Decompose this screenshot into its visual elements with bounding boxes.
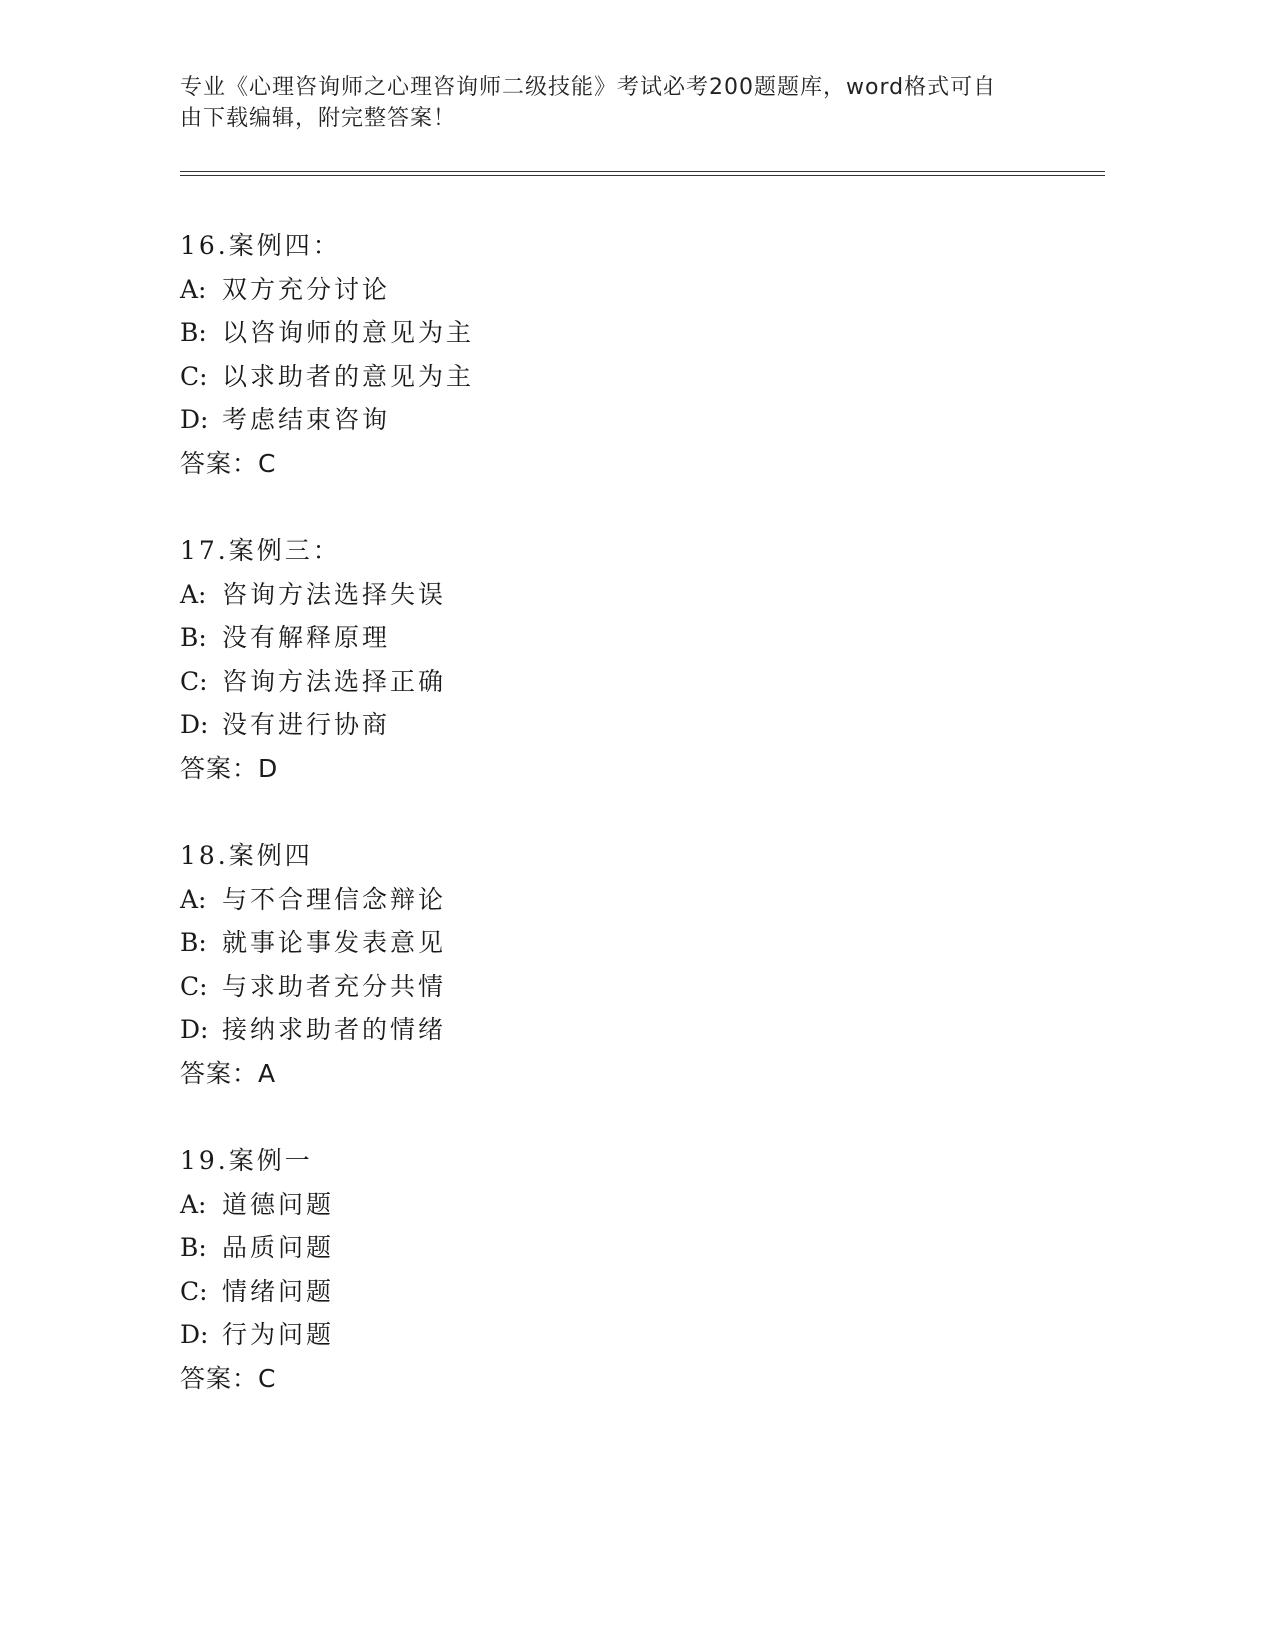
option-a bbox=[180, 1183, 1080, 1227]
option-d bbox=[180, 703, 1080, 747]
question-title: 16.案例四： bbox=[180, 231, 341, 260]
question-title: 19.案例一 bbox=[180, 1146, 313, 1175]
header-line-1: 专业《心理咨询师之心理咨询师二级技能》考试必考200题题库，word格式可自 bbox=[180, 75, 997, 100]
option-letter: A: bbox=[180, 1189, 207, 1219]
option-letter: B: bbox=[180, 623, 207, 653]
option-letter: A: bbox=[180, 579, 207, 609]
header-line-2: 由下载编辑，附完整答案！ bbox=[180, 106, 457, 131]
option-b bbox=[180, 921, 1080, 965]
option-text: 以求助者的意见为主 bbox=[222, 361, 475, 391]
answer-line: 答案：D bbox=[180, 753, 279, 783]
option-c bbox=[180, 355, 1080, 399]
option-letter: B: bbox=[180, 1233, 207, 1263]
option-text: 品质问题 bbox=[222, 1233, 335, 1263]
document-header bbox=[180, 72, 1060, 134]
option-text: 道德问题 bbox=[222, 1189, 335, 1219]
option-letter: C: bbox=[180, 361, 208, 391]
option-a bbox=[180, 268, 1080, 312]
answer-line: 答案：C bbox=[180, 448, 277, 478]
option-c bbox=[180, 660, 1080, 704]
option-text: 咨询方法选择失误 bbox=[222, 579, 447, 609]
option-letter: B: bbox=[180, 928, 207, 958]
option-text: 双方充分讨论 bbox=[222, 274, 391, 304]
option-d bbox=[180, 1313, 1080, 1357]
option-text: 情绪问题 bbox=[222, 1276, 335, 1306]
answer-line: 答案：A bbox=[180, 1058, 277, 1088]
option-b bbox=[180, 311, 1080, 355]
option-letter: D: bbox=[180, 405, 209, 435]
answer-line: 答案：C bbox=[180, 1363, 277, 1393]
question-17 bbox=[180, 529, 1080, 791]
option-letter: D: bbox=[180, 1320, 209, 1350]
option-letter: D: bbox=[180, 1015, 209, 1045]
option-letter: A: bbox=[180, 884, 207, 914]
option-letter: B: bbox=[180, 318, 207, 348]
option-letter: C: bbox=[180, 1276, 208, 1306]
option-text: 以咨询师的意见为主 bbox=[222, 318, 475, 348]
option-b bbox=[180, 1226, 1080, 1270]
option-text: 就事论事发表意见 bbox=[222, 928, 447, 958]
question-16 bbox=[180, 224, 1080, 486]
option-text: 没有进行协商 bbox=[222, 710, 391, 740]
option-text: 考虑结束咨询 bbox=[222, 405, 391, 435]
question-18 bbox=[180, 834, 1080, 1096]
option-text: 没有解释原理 bbox=[222, 623, 391, 653]
question-title: 17.案例三： bbox=[180, 536, 341, 565]
option-text: 咨询方法选择正确 bbox=[222, 666, 447, 696]
option-c bbox=[180, 965, 1080, 1009]
option-d bbox=[180, 398, 1080, 442]
option-c bbox=[180, 1270, 1080, 1314]
option-d bbox=[180, 1008, 1080, 1052]
option-b bbox=[180, 616, 1080, 660]
option-text: 行为问题 bbox=[222, 1320, 335, 1350]
option-letter: D: bbox=[180, 710, 209, 740]
option-letter: C: bbox=[180, 666, 208, 696]
option-letter: A: bbox=[180, 274, 207, 304]
option-a bbox=[180, 878, 1080, 922]
header-divider-bottom bbox=[180, 175, 1105, 176]
option-a bbox=[180, 573, 1080, 617]
question-title: 18.案例四 bbox=[180, 841, 313, 870]
question-19 bbox=[180, 1139, 1080, 1401]
option-text: 接纳求助者的情绪 bbox=[222, 1015, 447, 1045]
option-text: 与求助者充分共情 bbox=[222, 971, 447, 1001]
option-text: 与不合理信念辩论 bbox=[222, 884, 447, 914]
option-letter: C: bbox=[180, 971, 208, 1001]
header-divider-top bbox=[180, 171, 1105, 172]
